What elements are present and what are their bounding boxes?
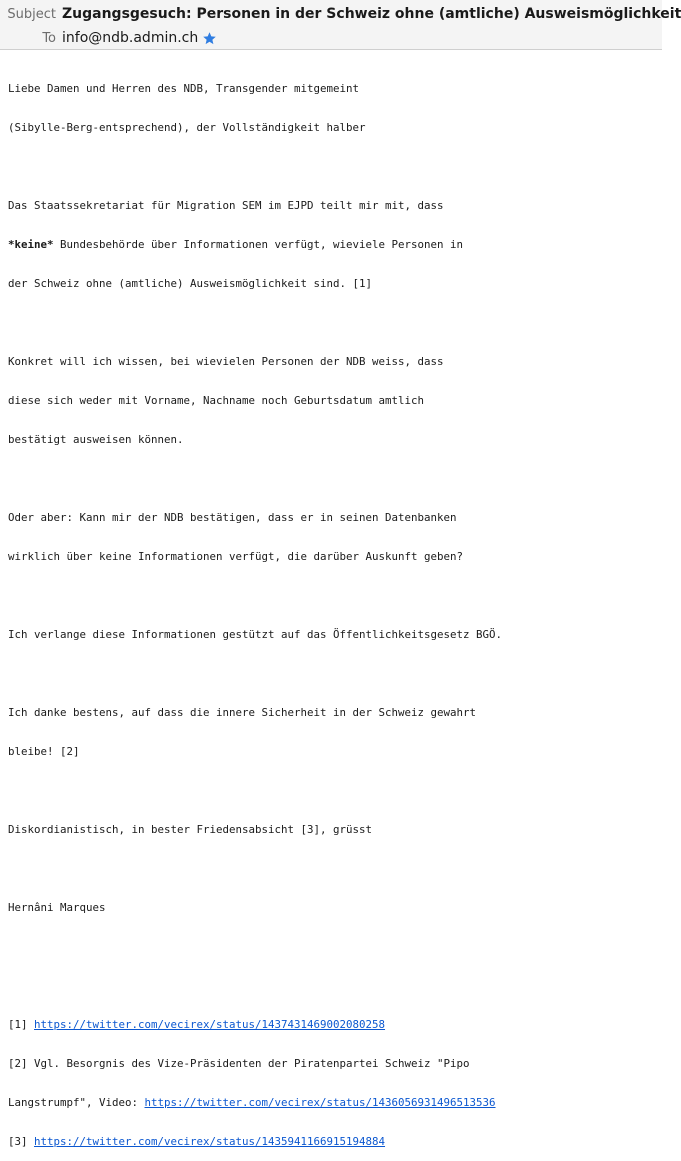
body-line: wirklich über keine Informationen verfügt, die darüber Auskunft geben? <box>8 550 464 563</box>
footnote-2-cont <box>8 1096 658 1109</box>
to-label: To <box>42 30 56 46</box>
subject-label: Subject <box>7 6 56 22</box>
body-line <box>8 238 658 251</box>
footnote-marker: [3] <box>8 1135 35 1148</box>
body-line: (Sibylle-Berg-entsprechend), der Vollständigkeit halber <box>8 121 366 134</box>
footnote-link-3[interactable]: https://twitter.com/vecirex/status/1435941166915194884 <box>34 1135 386 1148</box>
body-line: Ich danke bestens, auf dass die innere Sicherheit in der Schweiz gewahrt <box>8 706 477 719</box>
body-text: Bundesbehörde über Informationen verfügt, wieviele Personen in <box>53 238 464 251</box>
footnote-link-1[interactable]: https://twitter.com/vecirex/status/1437431469002080258 <box>34 1018 386 1031</box>
body-line: Liebe Damen und Herren des NDB, Transgender mitgemeint <box>8 82 360 95</box>
message-header <box>0 0 681 50</box>
subject-row <box>0 3 681 25</box>
subject-text[interactable]: Zugangsgesuch: Personen in der Schweiz ohne (amtliche) Ausweismöglichkeit <box>62 6 681 22</box>
body-line: Diskordianistisch, in bester Friedensabsicht [3], grüsst <box>8 823 373 836</box>
body-line: der Schweiz ohne (amtliche) Ausweismöglichkeit sind. [1] <box>8 277 373 290</box>
emphasis-text: *keine* <box>8 238 54 251</box>
footnote-marker: [1] <box>8 1018 35 1031</box>
footnote-link-2[interactable]: https://twitter.com/vecirex/status/1436056931496513536 <box>144 1096 496 1109</box>
body-line: Konkret will ich wissen, bei wievielen Personen der NDB weiss, dass <box>8 355 444 368</box>
body-line: Das Staatssekretariat für Migration SEM im EJPD teilt mir mit, dass <box>8 199 444 212</box>
recipient-address[interactable]: info@ndb.admin.ch <box>62 30 199 46</box>
body-line: bestätigt ausweisen können. <box>8 433 184 446</box>
signature: Hernâni Marques <box>8 901 106 914</box>
body-line: Oder aber: Kann mir der NDB bestätigen, dass er in seinen Datenbanken <box>8 511 457 524</box>
body-line: bleibe! [2] <box>8 745 80 758</box>
message-body <box>8 56 658 1161</box>
to-row <box>0 27 217 49</box>
footnote-3 <box>8 1135 658 1148</box>
footnote-1 <box>8 1018 658 1031</box>
body-line: diese sich weder mit Vorname, Nachname noch Geburtsdatum amtlich <box>8 394 425 407</box>
footnote-2: [2] Vgl. Besorgnis des Vize-Präsidenten der Piratenpartei Schweiz "Pipo <box>8 1057 470 1070</box>
star-icon[interactable] <box>202 31 217 46</box>
body-line: Ich verlange diese Informationen gestützt auf das Öffentlichkeitsgesetz BGÖ. <box>8 628 503 641</box>
footnote-text: Langstrumpf", Video: <box>8 1096 145 1109</box>
